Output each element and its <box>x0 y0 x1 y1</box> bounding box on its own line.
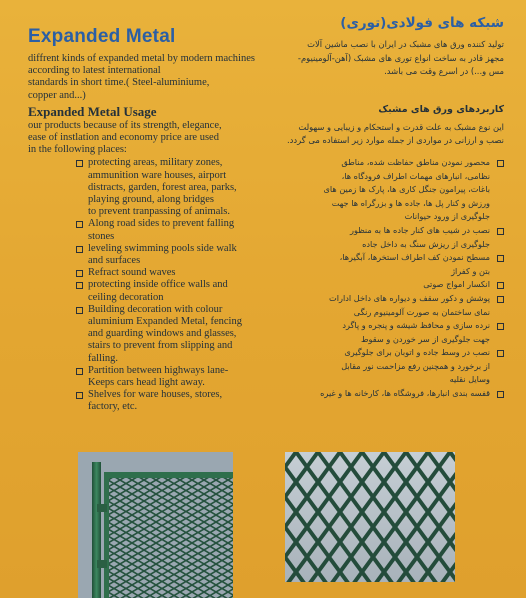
list-item: نصب در وسط جاده و اتوبان برای جلوگیری از برخورد و همچنین رفع مزاحمت نور مقابل وسایل نقلیه <box>284 346 504 387</box>
list-item: مسطح نمودن کف اطراف استخرها، آبگیرها، بتن و کفراژ <box>284 251 504 278</box>
english-title: Expanded Metal <box>28 26 176 47</box>
square-bullet-icon <box>76 392 83 399</box>
list-item: Refract sound waves <box>76 267 264 279</box>
list-item: نصب در شیب های کنار جاده ها به منظور جلوگیری از ریزش سنگ به داخل جاده <box>284 224 504 251</box>
square-bullet-icon <box>497 228 504 235</box>
list-item: نرده سازی و محافظ شیشه و پنجره و پاگرد جهت جلوگیری از سر خوردن و سقوط <box>284 319 504 346</box>
list-item: Shelves for ware houses, stores, factory, etc. <box>76 389 264 413</box>
mesh-closeup-illustration <box>285 452 455 582</box>
persian-column <box>272 14 504 401</box>
list-item: قفسه بندی انبارها، فروشگاه ها، کارخانه ها و غیره <box>284 387 504 401</box>
square-bullet-icon <box>497 255 504 262</box>
square-bullet-icon <box>76 221 83 228</box>
gate-photo <box>78 452 233 598</box>
list-item: Along road sides to prevent falling stones <box>76 218 264 242</box>
list-item: پوشش و دکور سقف و دیواره های داخل ادارات نمای ساختمان به صورت آلومینیوم رنگی <box>284 292 504 319</box>
english-intro: diffrent kinds of expanded metal by modern machines according to latest international standards in short time.( Steel-aluminiume, copper and...) <box>28 53 255 101</box>
square-bullet-icon <box>76 160 83 167</box>
square-bullet-icon <box>497 160 504 167</box>
english-column <box>28 26 264 414</box>
list-item: protecting areas, military zones, ammunition ware houses, airport distracts, garden, forest area, parks, playing ground, along bridges to prevent tranpassing of animals. <box>76 157 264 218</box>
english-usage-heading: Expanded Metal Usage <box>28 103 157 119</box>
persian-intro: تولید کننده ورق های مشبک در ایران با نصب ماشین آلات مجهز قادر به ساخت انواع توری های مشبک (آهن-آلومینیوم- مس و...) در اسرع وقت می باشد. <box>297 39 504 77</box>
list-item: محصور نمودن مناطق حفاظت شده، مناطق نظامی، انبارهای مهمات اطراف فرودگاه ها، باغات، پیرامون جنگل کاری ها، پارک ها زمین های ورزش و کنار پل ها، جاده ها و بزرگراه ها جهت جلوگیری از ورود حیوانات <box>284 156 504 224</box>
mesh-closeup-photo <box>285 452 455 582</box>
persian-title: شبکه های فولادی(توری) <box>340 15 504 31</box>
gate-mesh-illustration <box>78 452 233 598</box>
list-item: leveling swimming pools side walk and surfaces <box>76 243 264 267</box>
square-bullet-icon <box>497 282 504 289</box>
english-usage-list <box>28 157 264 413</box>
list-item: protecting inside office walls and ceiling decoration <box>76 279 264 303</box>
list-item: Partition between highways lane- Keeps cars head light away. <box>76 365 264 389</box>
square-bullet-icon <box>497 296 504 303</box>
square-bullet-icon <box>497 350 504 357</box>
list-item: انکسار امواج صوتی <box>284 278 504 292</box>
square-bullet-icon <box>76 246 83 253</box>
persian-usage-list <box>272 156 504 401</box>
english-usage-intro: our products because of its strength, elegance, ease of instlation and economy price are used in the following places: <box>28 119 222 156</box>
square-bullet-icon <box>76 282 83 289</box>
square-bullet-icon <box>76 368 83 375</box>
persian-usage-intro: این نوع مشبک به علت قدرت و استحکام و زیبایی و سهولت نصب و ارزانی در مواردی از جمله موارد زیر استفاده می گردد. <box>287 121 504 146</box>
list-item: Building decoration with colour aluminium Expanded Metal, fencing and guarding windows and glasses, stairs to prevent from slipping and falling. <box>76 304 264 365</box>
square-bullet-icon <box>76 270 83 277</box>
persian-usage-heading: کاربردهای ورق های مشبک <box>378 103 504 115</box>
square-bullet-icon <box>497 323 504 330</box>
square-bullet-icon <box>76 307 83 314</box>
square-bullet-icon <box>497 391 504 398</box>
